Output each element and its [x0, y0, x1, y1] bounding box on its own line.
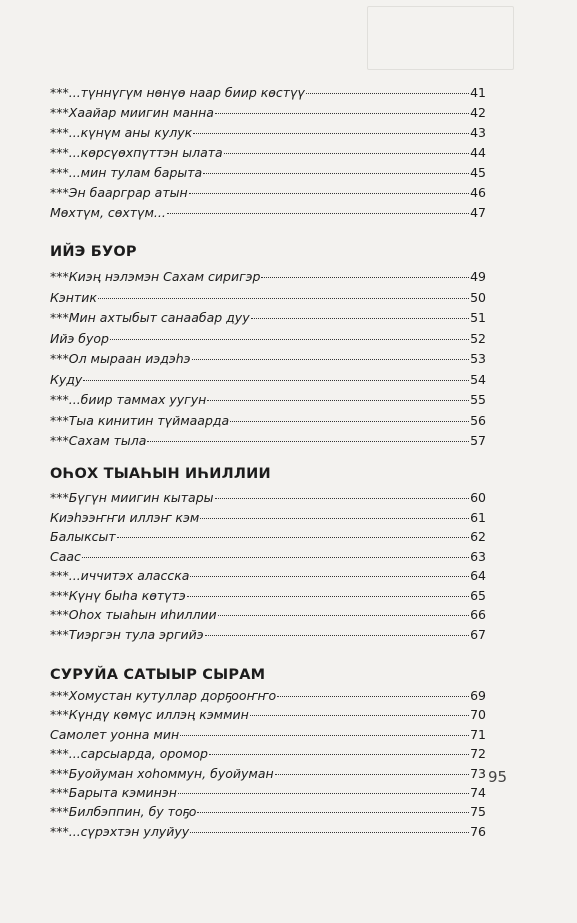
entry-page-number: 53 [470, 351, 486, 366]
dot-leader [250, 715, 469, 716]
toc-entry [50, 412, 486, 430]
toc-entry [50, 567, 486, 585]
entry-title: ***Хомустан кутуллар дорҕооҥҥо [50, 688, 277, 703]
dot-leader [98, 298, 469, 299]
entry-page-number: 56 [470, 412, 486, 428]
toc-entry [50, 184, 486, 202]
toc-entry [50, 144, 486, 162]
entry-page-number: 70 [470, 707, 486, 723]
dot-leader [251, 318, 470, 319]
toc-entry [50, 330, 486, 348]
entry-title: ***...иччитэх аласска [50, 568, 190, 583]
dot-leader [178, 793, 469, 794]
dot-leader [189, 193, 469, 194]
dot-leader [207, 400, 469, 401]
toc-entry [50, 268, 486, 286]
entry-title: ***Тиэргэн тула эргийэ [50, 626, 204, 642]
entry-title: ***...сүрэхтэн улуйуу [50, 823, 190, 839]
entry-page-number: 43 [470, 125, 486, 140]
toc-entry [50, 124, 486, 142]
dot-leader [215, 498, 470, 499]
entry-title: ***...биир таммах уугун [50, 392, 207, 407]
entry-title: ***...күнүм аны кулук [50, 125, 193, 140]
entry-page-number: 41 [470, 85, 486, 100]
page-number: 95 [488, 768, 508, 786]
entry-page-number: 67 [470, 626, 486, 642]
entry-title: ***Барыта кэминэн [50, 785, 177, 800]
dot-leader [83, 380, 469, 381]
section-heading: ИЙЭ БУОР [50, 244, 137, 260]
toc-entry [50, 350, 486, 368]
toc-entry [50, 309, 486, 327]
toc-entry [50, 706, 486, 724]
toc-entry [50, 784, 486, 802]
entry-title: ***Киэң нэлэмэн Сахам сиригэр [50, 269, 261, 284]
entry-title: Самолет уонна мин [50, 726, 180, 742]
toc-entry [50, 548, 486, 566]
toc-entry [50, 204, 486, 222]
dot-leader [224, 153, 469, 154]
toc-entry [50, 803, 486, 821]
dot-leader [205, 635, 469, 636]
entry-title: ***Буойуман хоһоммун, буойуман [50, 765, 274, 781]
toc-entry [50, 509, 486, 527]
entry-page-number: 63 [470, 548, 486, 564]
entry-page-number: 74 [470, 785, 486, 800]
toc-entry [50, 606, 486, 624]
entry-title: ***Күндү көмүс иллэң кэммин [50, 707, 249, 723]
entry-page-number: 50 [470, 289, 486, 305]
dot-leader [117, 537, 469, 538]
entry-title: Мөхтүм, сөхтүм... [50, 205, 166, 220]
toc-entry [50, 371, 486, 389]
toc-entry [50, 745, 486, 763]
dot-leader [197, 812, 469, 813]
dot-leader [193, 133, 469, 134]
dot-leader [187, 596, 469, 597]
dot-leader [167, 213, 469, 214]
dot-leader [215, 113, 469, 114]
entry-page-number: 46 [470, 185, 486, 200]
entry-page-number: 75 [470, 804, 486, 820]
toc-entry [50, 528, 486, 546]
toc-entry [50, 489, 486, 507]
entry-page-number: 55 [470, 392, 486, 407]
toc-entry [50, 432, 486, 450]
entry-title: Саас [50, 548, 81, 564]
entry-title: ***...көрсүөхпүттэн ылата [50, 145, 223, 160]
dot-leader [277, 696, 469, 697]
faint-stamp-mark [367, 6, 514, 70]
entry-page-number: 47 [470, 205, 486, 220]
dot-leader [218, 615, 469, 616]
entry-page-number: 72 [470, 746, 486, 762]
toc-entry [50, 587, 486, 605]
entry-page-number: 69 [470, 688, 486, 703]
entry-title: ***...сарсыарда, оромор [50, 746, 208, 762]
dot-leader [192, 359, 470, 360]
entry-title: ***Хаайар миигин манна [50, 105, 214, 120]
entry-title: ***Эн баарграр атын [50, 185, 188, 200]
dot-leader [230, 421, 469, 422]
section-heading: ОҺОХ ТЫАҺЫН ИҺИЛЛИИ [50, 466, 271, 482]
entry-page-number: 49 [470, 269, 486, 284]
dot-leader [306, 93, 469, 94]
toc-entry [50, 823, 486, 841]
entry-title: Ийэ буор [50, 330, 109, 346]
entry-title: ***Тыа кинитин түймаарда [50, 412, 230, 428]
entry-page-number: 61 [470, 509, 486, 525]
toc-entry [50, 765, 486, 783]
entry-page-number: 51 [470, 310, 486, 325]
dot-leader [180, 735, 469, 736]
dot-leader [110, 339, 469, 340]
dot-leader [200, 518, 469, 519]
dot-leader [82, 557, 469, 558]
entry-page-number: 66 [470, 607, 486, 622]
dot-leader [275, 774, 469, 775]
entry-title: ***Сахам тыла [50, 433, 147, 448]
entry-title: ***Билбэппин, бу тоҕо [50, 804, 197, 820]
entry-page-number: 54 [470, 371, 486, 387]
entry-page-number: 44 [470, 145, 486, 160]
dot-leader [147, 441, 469, 442]
entry-page-number: 42 [470, 105, 486, 120]
entry-title: ***Оһох тыаһын иһиллии [50, 607, 217, 622]
section-heading: СУРУЙА САТЫЫР СЫРАМ [50, 667, 266, 683]
dot-leader [190, 576, 469, 577]
entry-title: Киэһээҥҥи иллэҥ кэм [50, 509, 200, 525]
entry-title: Куду [50, 371, 83, 387]
dot-leader [190, 832, 469, 833]
toc-entry [50, 626, 486, 644]
toc-entry [50, 84, 486, 102]
entry-page-number: 45 [470, 165, 486, 180]
toc-entry [50, 289, 486, 307]
entry-title: Балыксыт [50, 529, 116, 544]
entry-page-number: 57 [470, 433, 486, 448]
entry-page-number: 73 [470, 765, 486, 781]
dot-leader [203, 173, 469, 174]
entry-title: ***Мин ахтыбыт санаабар дуу [50, 310, 250, 325]
dot-leader [261, 277, 469, 278]
entry-page-number: 52 [470, 330, 486, 346]
entry-page-number: 65 [470, 587, 486, 603]
dot-leader [209, 754, 469, 755]
toc-entry [50, 164, 486, 182]
entry-title: Кэнтик [50, 289, 97, 305]
entry-title: ***...түннүгүм нөнүө наар биир көстүү [50, 85, 305, 100]
entry-page-number: 62 [470, 529, 486, 544]
entry-title: ***Ол мыраан иэдэһэ [50, 351, 191, 366]
toc-entry [50, 391, 486, 409]
entry-page-number: 64 [470, 568, 486, 583]
entry-page-number: 60 [470, 490, 486, 505]
entry-title: ***Бүгүн миигин кытары [50, 490, 214, 505]
entry-page-number: 76 [470, 823, 486, 839]
toc-entry [50, 726, 486, 744]
entry-title: ***Күнү быһа көтүтэ [50, 587, 186, 603]
entry-page-number: 71 [470, 726, 486, 742]
toc-entry [50, 687, 486, 705]
entry-title: ***...мин тулам барыта [50, 165, 203, 180]
toc-entry [50, 104, 486, 122]
